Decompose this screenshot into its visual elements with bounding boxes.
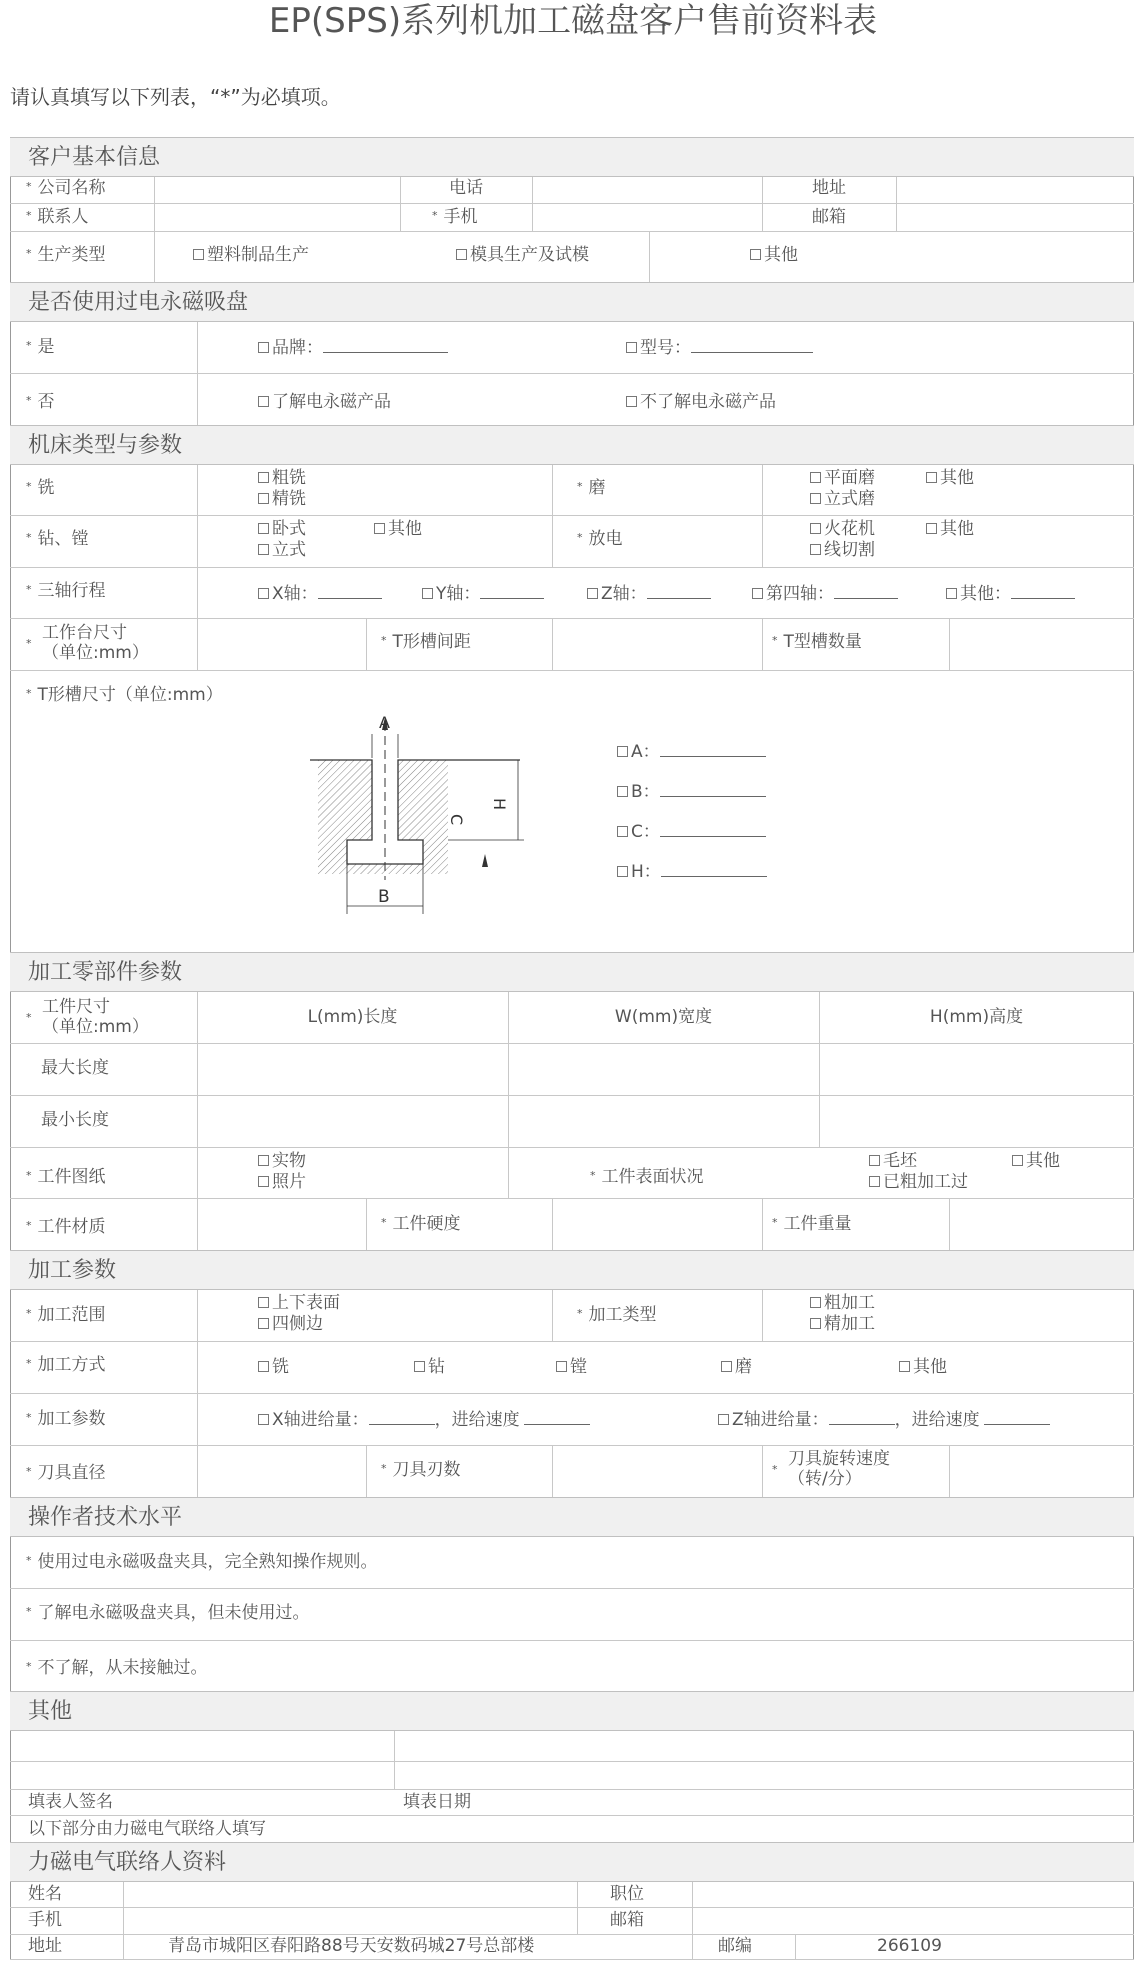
signer-label: 填表人签名: [28, 1792, 113, 1812]
slot-a-field[interactable]: A：: [617, 742, 766, 763]
row-divider: [10, 1393, 1134, 1394]
width-column-header: W(mm)宽度: [614, 1007, 713, 1027]
spark-machine-option[interactable]: 火花机: [810, 520, 875, 540]
col-divider: [762, 1445, 763, 1497]
know-product-option[interactable]: 了解电永磁产品: [258, 393, 391, 413]
process-method-label: * 加工方式: [26, 1355, 106, 1375]
col-divider: [762, 1198, 763, 1250]
dim-label-a: A: [379, 713, 390, 732]
address-field[interactable]: [899, 178, 1131, 202]
vertical-grind-option[interactable]: 立式磨: [810, 490, 875, 510]
method-grind-option[interactable]: 磨: [721, 1358, 752, 1378]
checkbox[interactable]: [926, 472, 937, 483]
col-divider: [762, 618, 763, 670]
row-divider: [10, 1761, 1134, 1762]
four-sides-option[interactable]: 四侧边: [258, 1315, 323, 1335]
x-feed-field[interactable]: X轴进给量： ，进给速度: [258, 1410, 590, 1431]
production-type-option-mold[interactable]: 模具生产及试模: [456, 246, 589, 266]
checkbox[interactable]: [718, 1414, 729, 1425]
blank-option[interactable]: 毛坯: [869, 1152, 917, 1172]
process-range-label: * 加工范围: [26, 1305, 106, 1325]
checkbox[interactable]: [869, 1155, 880, 1166]
slot-c-field[interactable]: C：: [617, 822, 766, 843]
row-divider: [10, 1095, 1134, 1096]
col-divider: [552, 1198, 553, 1250]
mobile-field[interactable]: [535, 205, 761, 229]
col-divider: [123, 1882, 124, 1959]
col-divider: [197, 992, 198, 1250]
checkbox[interactable]: [456, 249, 467, 260]
contact-position-label: 职位: [610, 1884, 644, 1904]
row-divider: [10, 1147, 1134, 1148]
intro-text: 请认真填写以下列表，“*”为必填项。: [10, 85, 341, 109]
row-divider: [10, 373, 1134, 374]
checkbox[interactable]: [810, 1297, 821, 1308]
checkbox[interactable]: [258, 472, 269, 483]
row-divider: [10, 1959, 1134, 1960]
dim-label-c: C: [447, 814, 466, 826]
checkbox[interactable]: [810, 493, 821, 504]
max-height-field[interactable]: [822, 1046, 1132, 1093]
contact-address-label: 地址: [28, 1936, 62, 1956]
material-field[interactable]: [200, 1200, 364, 1248]
part-size-label: * 工件尺寸 （单位:mm）: [26, 997, 149, 1037]
row-divider: [10, 1640, 1134, 1641]
not-know-product-option[interactable]: 不了解电永磁产品: [626, 393, 776, 413]
slot-count-field[interactable]: [952, 620, 1132, 668]
edm-other-option[interactable]: 其他: [926, 520, 974, 540]
page-title: EP(SPS)系列机加工磁盘客户售前资料表: [268, 1, 878, 41]
y-axis-field[interactable]: Y轴：: [422, 584, 544, 605]
col-divider: [366, 618, 367, 670]
z-axis-field[interactable]: Z轴：: [587, 584, 711, 605]
checkbox[interactable]: [258, 342, 269, 353]
checkbox[interactable]: [750, 249, 761, 260]
row-divider: [10, 1341, 1134, 1342]
section-machine-type: 机床类型与参数: [10, 425, 1134, 465]
row-divider: [10, 1445, 1134, 1446]
method-drill-option[interactable]: 钻: [414, 1358, 445, 1378]
tool-edges-label: * 刀具刃数: [381, 1460, 461, 1480]
other-field-left[interactable]: [13, 1733, 391, 1759]
method-bore-option[interactable]: 镗: [556, 1358, 587, 1378]
table-size-field[interactable]: [200, 620, 364, 668]
process-type-label: * 加工类型: [577, 1305, 657, 1325]
max-length-label: 最大长度: [41, 1058, 109, 1078]
checkbox[interactable]: [258, 1318, 269, 1329]
min-width-field[interactable]: [511, 1098, 817, 1145]
address-label: 地址: [812, 178, 846, 198]
col-divider: [692, 1934, 693, 1959]
dim-c-arrow: [482, 854, 488, 867]
operator-level-expert[interactable]: * 使用过电永磁吸盘夹具，完全熟知操作规则。: [26, 1552, 378, 1572]
height-column-header: H(mm)高度: [929, 1007, 1024, 1027]
contact-mobile-label: 手机: [28, 1910, 62, 1930]
drill-label: * 钻、镗: [26, 529, 89, 549]
checkbox[interactable]: [810, 544, 821, 555]
checkbox[interactable]: [193, 249, 204, 260]
col-divider: [577, 1882, 578, 1934]
checkbox[interactable]: [374, 523, 385, 534]
contact-person-label: * 联系人: [26, 207, 89, 227]
section-process-params: 加工参数: [10, 1250, 1134, 1290]
row-divider: [10, 567, 1134, 568]
contact-address-value: 青岛市城阳区春阳路88号天安数码城27号总部楼: [168, 1936, 535, 1956]
operator-level-none[interactable]: * 不了解，从未接触过。: [26, 1658, 208, 1678]
grind-label: * 磨: [577, 478, 606, 498]
production-type-label: * 生产类型: [26, 245, 106, 265]
row-divider: [10, 1043, 1134, 1044]
axis-travel-label: * 三轴行程: [26, 581, 106, 601]
fine-process-option[interactable]: 精加工: [810, 1315, 875, 1335]
rough-process-option[interactable]: 粗加工: [810, 1294, 875, 1314]
fine-mill-option[interactable]: 精铣: [258, 490, 306, 510]
contact-mobile-field[interactable]: [126, 1909, 575, 1932]
row-divider: [10, 1588, 1134, 1589]
contact-zip-label: 邮编: [718, 1936, 752, 1956]
dim-label-h: H: [490, 798, 509, 811]
contact-name-label: 姓名: [28, 1884, 62, 1904]
edm-label: * 放电: [577, 529, 623, 549]
used-no-label: * 否: [26, 392, 55, 412]
checkbox[interactable]: [617, 786, 628, 797]
section-other: 其他: [10, 1691, 1134, 1731]
checkbox[interactable]: [258, 588, 269, 599]
checkbox[interactable]: [258, 523, 269, 534]
col-divider: [552, 1290, 553, 1341]
section-contact-info: 力磁电气联络人资料: [10, 1842, 1134, 1882]
contact-email-label: 邮箱: [610, 1910, 644, 1930]
col-divider: [366, 1198, 367, 1250]
col-divider: [552, 1445, 553, 1497]
physical-sample-option[interactable]: 实物: [258, 1152, 306, 1172]
z-feed-field[interactable]: Z轴进给量： ，进给速度: [718, 1410, 1050, 1431]
section-used-before: 是否使用过电永磁吸盘: [10, 282, 1134, 322]
col-divider: [762, 1290, 763, 1341]
process-params-label: * 加工参数: [26, 1409, 106, 1429]
checkbox[interactable]: [258, 1361, 269, 1372]
row-divider: [10, 1907, 1134, 1908]
col-divider: [692, 1882, 693, 1934]
checkbox[interactable]: [414, 1361, 425, 1372]
used-yes-label: * 是: [26, 337, 55, 357]
checkbox[interactable]: [258, 1297, 269, 1308]
checkbox[interactable]: [617, 866, 628, 877]
max-width-field[interactable]: [511, 1046, 817, 1093]
section-part-params: 加工零部件参数: [10, 952, 1134, 992]
part-drawing-label: * 工件图纸: [26, 1167, 106, 1187]
checkbox[interactable]: [721, 1361, 732, 1372]
checkbox[interactable]: [258, 544, 269, 555]
row-divider: [10, 231, 1134, 232]
checkbox[interactable]: [617, 746, 628, 757]
hardness-label: * 工件硬度: [381, 1214, 461, 1234]
drill-other-option[interactable]: 其他: [374, 520, 422, 540]
material-label: * 工件材质: [26, 1217, 106, 1237]
date-label: 填表日期: [403, 1792, 471, 1812]
phone-field[interactable]: [535, 178, 761, 202]
checkbox[interactable]: [258, 1176, 269, 1187]
slot-b-field[interactable]: B：: [617, 782, 766, 803]
col-divider: [896, 177, 897, 231]
min-height-field[interactable]: [822, 1098, 1132, 1145]
checkbox[interactable]: [258, 1155, 269, 1166]
col-divider: [949, 1198, 950, 1250]
weight-field[interactable]: [952, 1200, 1132, 1248]
checkbox[interactable]: [1012, 1155, 1023, 1166]
mill-label: * 铣: [26, 478, 55, 498]
tool-speed-field[interactable]: [952, 1447, 1132, 1495]
checkbox[interactable]: [810, 472, 821, 483]
col-divider: [552, 618, 553, 670]
checkbox[interactable]: [869, 1176, 880, 1187]
col-divider: [532, 177, 533, 231]
tool-diameter-label: * 刀具直径: [26, 1463, 106, 1483]
row-divider: [10, 1815, 1134, 1816]
section-operator-skill: 操作者技术水平: [10, 1497, 1134, 1537]
checkbox[interactable]: [899, 1361, 910, 1372]
col-divider: [154, 231, 155, 282]
contact-email-field[interactable]: [695, 1909, 1132, 1932]
checkbox[interactable]: [258, 396, 269, 407]
tool-speed-label: * 刀具旋转速度 （转/分）: [772, 1449, 890, 1489]
hatched-wall-left: [318, 760, 372, 864]
production-type-option-plastic[interactable]: 塑料制品生产: [193, 246, 309, 266]
checkbox[interactable]: [946, 588, 957, 599]
other-field-right[interactable]: [397, 1733, 1132, 1759]
slot-spacing-field[interactable]: [555, 620, 760, 668]
phone-label: 电话: [449, 178, 483, 198]
col-divider: [795, 1934, 796, 1959]
row-divider: [10, 203, 1134, 204]
section-customer-info: 客户基本信息: [10, 137, 1134, 177]
contact-name-field[interactable]: [126, 1884, 575, 1906]
slot-count-label: * T型槽数量: [772, 632, 862, 652]
checkbox[interactable]: [626, 396, 637, 407]
col-divider: [197, 322, 198, 425]
checkbox[interactable]: [258, 1414, 269, 1425]
checkbox[interactable]: [617, 826, 628, 837]
surface-condition-label: * 工件表面状况: [590, 1167, 704, 1187]
top-bottom-surface-option[interactable]: 上下表面: [258, 1294, 340, 1314]
max-length-field[interactable]: [200, 1046, 506, 1093]
row-divider: [10, 670, 1134, 671]
slot-spacing-label: * T形槽间距: [381, 632, 471, 652]
t-slot-diagram: [310, 712, 535, 917]
row-divider: [10, 618, 1134, 619]
email-label: 邮箱: [812, 207, 846, 227]
col-divider: [949, 1445, 950, 1497]
method-other-option[interactable]: 其他: [899, 1358, 947, 1378]
company-name-field[interactable]: [157, 178, 399, 202]
model-field[interactable]: 型号：: [626, 338, 813, 359]
min-length-label: 最小长度: [41, 1110, 109, 1130]
checkbox[interactable]: [258, 493, 269, 504]
rough-machined-option[interactable]: 已粗加工过: [869, 1173, 968, 1193]
contact-position-field[interactable]: [695, 1884, 1132, 1906]
row-divider: [10, 515, 1134, 516]
photo-option[interactable]: 照片: [258, 1173, 306, 1193]
weight-label: * 工件重量: [772, 1214, 852, 1234]
col-divider: [197, 465, 198, 670]
horizontal-option[interactable]: 卧式: [258, 520, 306, 540]
surface-grind-option[interactable]: 平面磨: [810, 469, 875, 489]
x-axis-field[interactable]: X轴：: [258, 584, 382, 605]
production-type-option-other[interactable]: 其他: [750, 246, 798, 266]
slot-size-label: * T形槽尺寸（单位:mm）: [26, 685, 223, 705]
hardness-field[interactable]: [555, 1200, 760, 1248]
hatched-base: [318, 864, 448, 874]
wire-cut-option[interactable]: 线切割: [810, 541, 875, 561]
row-divider: [10, 1789, 1134, 1790]
company-name-label: * 公司名称: [26, 178, 106, 198]
fourth-axis-field[interactable]: 第四轴：: [752, 584, 898, 605]
col-divider: [762, 465, 763, 567]
tool-edges-field[interactable]: [555, 1447, 760, 1495]
vertical-option[interactable]: 立式: [258, 541, 306, 561]
tool-diameter-field[interactable]: [200, 1447, 364, 1495]
checkbox[interactable]: [556, 1361, 567, 1372]
brand-field[interactable]: 品牌：: [258, 338, 448, 359]
col-divider: [552, 465, 553, 567]
operator-level-aware[interactable]: * 了解电永磁吸盘夹具，但未使用过。: [26, 1603, 310, 1623]
min-length-field[interactable]: [200, 1098, 506, 1145]
dim-label-b: B: [378, 887, 390, 907]
col-divider: [949, 618, 950, 670]
slot-h-field[interactable]: H：: [617, 862, 767, 883]
col-divider: [649, 231, 650, 282]
email-field[interactable]: [899, 205, 1131, 229]
contact-person-field[interactable]: [157, 205, 399, 229]
col-divider: [366, 1445, 367, 1497]
length-column-header: L(mm)长度: [307, 1007, 398, 1027]
mobile-label: * 手机: [432, 207, 478, 227]
rough-mill-option[interactable]: 粗铣: [258, 469, 306, 489]
checkbox[interactable]: [752, 588, 763, 599]
table-size-label: * 工作台尺寸 （单位:mm）: [26, 623, 149, 663]
col-divider: [394, 1731, 395, 1789]
method-mill-option[interactable]: 铣: [258, 1358, 289, 1378]
contact-zip-value: 266109: [877, 1936, 942, 1956]
other-axis-field[interactable]: 其他：: [946, 584, 1075, 605]
checkbox[interactable]: [422, 588, 433, 599]
note-text: 以下部分由力磁电气联络人填写: [28, 1819, 266, 1839]
checkbox[interactable]: [926, 523, 937, 534]
checkbox[interactable]: [626, 342, 637, 353]
col-divider: [197, 1290, 198, 1497]
checkbox[interactable]: [810, 1318, 821, 1329]
checkbox[interactable]: [587, 588, 598, 599]
row-divider: [10, 1198, 1134, 1199]
col-divider: [154, 177, 155, 231]
grind-other-option[interactable]: 其他: [926, 469, 974, 489]
checkbox[interactable]: [810, 523, 821, 534]
row-divider: [10, 1934, 1134, 1935]
surface-other-option[interactable]: 其他: [1012, 1152, 1060, 1172]
